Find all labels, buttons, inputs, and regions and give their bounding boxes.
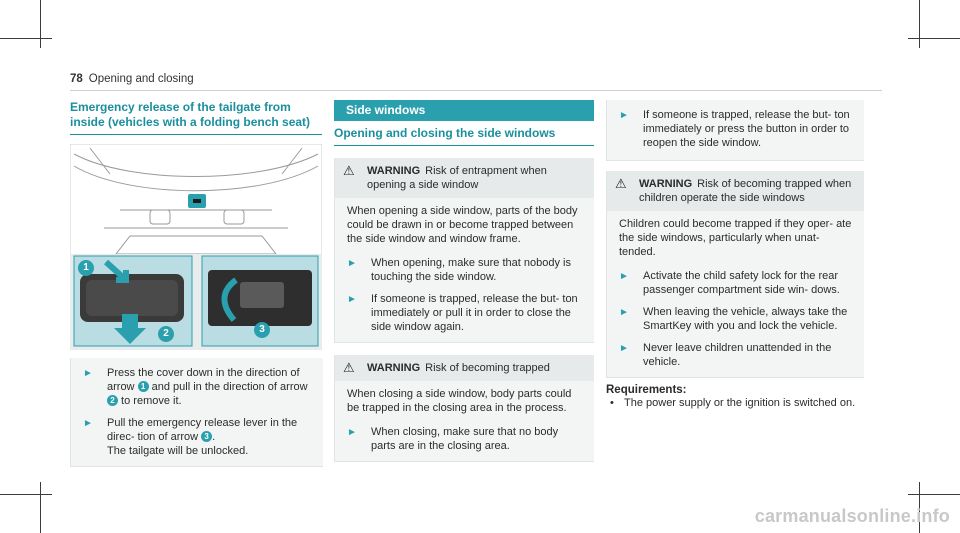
requirement-item bbox=[606, 396, 864, 410]
page-number: 78 bbox=[70, 73, 83, 85]
warning-triangle-icon: ⚠ bbox=[615, 176, 627, 191]
arrow-right-icon: ► bbox=[347, 427, 357, 438]
right-column bbox=[606, 100, 864, 410]
arrow-right-icon: ► bbox=[619, 110, 629, 121]
crop-mark bbox=[0, 38, 52, 39]
step-text: Never leave children unattended in the vehicle. bbox=[643, 342, 832, 368]
warning-header bbox=[335, 158, 594, 198]
arrow-right-icon: ► bbox=[83, 368, 93, 379]
tailgate-figure bbox=[70, 144, 322, 350]
instruction-step bbox=[607, 104, 864, 154]
instruction-step bbox=[607, 265, 864, 301]
warning-body: When opening a side window, parts of the body could be drawn in or become trapped between the side window and window frame. bbox=[347, 205, 578, 245]
section-title: Opening and closing bbox=[88, 73, 194, 85]
bullet-icon: • bbox=[610, 397, 614, 409]
warning-box bbox=[606, 171, 864, 378]
warning-word: WARNING bbox=[367, 362, 421, 374]
arrow-ref-2: 2 bbox=[107, 395, 118, 406]
warning-box bbox=[334, 158, 594, 343]
crop-mark bbox=[40, 482, 41, 533]
callout-2: 2 bbox=[158, 326, 174, 342]
warning-triangle-icon: ⚠ bbox=[343, 163, 355, 178]
instruction-step bbox=[607, 337, 864, 377]
subsection-heading: Opening and closing the side windows bbox=[334, 126, 556, 140]
warning-body: When closing a side window, body parts could be trapped in the closing area in the process. bbox=[347, 388, 572, 414]
arrow-right-icon: ► bbox=[347, 294, 357, 305]
arrow-right-icon: ► bbox=[619, 307, 629, 318]
heading-rule bbox=[334, 145, 594, 146]
warning-body: Children could become trapped if they oper- ate the side windows, particularly when unat- tended. bbox=[619, 218, 852, 258]
callout-1: 1 bbox=[78, 260, 94, 276]
instruction-step bbox=[71, 362, 323, 412]
warning-header bbox=[335, 355, 594, 381]
step-text: When leaving the vehicle, always take the SmartKey with you and lock the vehicle. bbox=[643, 306, 848, 332]
requirement-text: The power supply or the ignition is switched on. bbox=[624, 397, 856, 409]
crop-mark bbox=[908, 494, 960, 495]
header-rule bbox=[70, 90, 882, 91]
watermark: carmanualsonline.info bbox=[754, 506, 950, 526]
arrow-right-icon: ► bbox=[619, 343, 629, 354]
step-text: Press the cover down in the direction of arrow 1 and pull in the direction of arrow 2 to remove it. bbox=[107, 367, 308, 407]
warning-box bbox=[334, 355, 594, 462]
step-text: If someone is trapped, release the but- ton immediately or press the button in order to reopen the side window. bbox=[643, 109, 850, 149]
instruction-box bbox=[70, 358, 323, 467]
section-heading: Emergency release of the tailgate from inside (vehicles with a folding bench seat) bbox=[70, 100, 311, 129]
middle-column bbox=[334, 100, 594, 462]
instruction-step bbox=[71, 412, 323, 462]
warning-title: Risk of entrapment when opening a side window bbox=[367, 165, 547, 191]
step-text: If someone is trapped, release the but- ton immediately or pull it in order to close the side window again. bbox=[371, 293, 578, 333]
heading-rule bbox=[70, 134, 322, 135]
instruction-step bbox=[607, 301, 864, 337]
step-text: When closing, make sure that no body parts are in the closing area. bbox=[371, 426, 559, 452]
page-header bbox=[70, 73, 194, 85]
left-column bbox=[70, 100, 322, 467]
warning-header bbox=[607, 171, 864, 211]
crop-mark bbox=[40, 0, 41, 48]
instruction-step bbox=[335, 252, 594, 288]
warning-triangle-icon: ⚠ bbox=[343, 360, 355, 375]
arrow-ref-1: 1 bbox=[138, 381, 149, 392]
crop-mark bbox=[919, 0, 920, 48]
warning-word: WARNING bbox=[367, 165, 421, 177]
instruction-step bbox=[335, 288, 594, 342]
crop-mark bbox=[0, 494, 52, 495]
arrow-ref-3: 3 bbox=[201, 431, 212, 442]
arrow-right-icon: ► bbox=[619, 271, 629, 282]
instruction-step bbox=[335, 421, 594, 461]
warning-title: Risk of becoming trapped when children operate the side windows bbox=[639, 178, 852, 204]
step-text: Activate the child safety lock for the rear passenger compartment side win- dows. bbox=[643, 270, 840, 296]
arrow-right-icon: ► bbox=[347, 258, 357, 269]
instruction-box bbox=[606, 100, 864, 161]
requirements-title: Requirements: bbox=[606, 384, 687, 396]
crop-mark bbox=[908, 38, 960, 39]
callout-3: 3 bbox=[254, 322, 270, 338]
step-text: Pull the emergency release lever in the direc- tion of arrow 3 . The tailgate will be unlocked. bbox=[107, 417, 298, 457]
warning-word: WARNING bbox=[639, 178, 693, 190]
warning-title: Risk of becoming trapped bbox=[425, 362, 550, 374]
arrow-right-icon: ► bbox=[83, 418, 93, 429]
section-band: Side windows bbox=[334, 100, 594, 121]
step-text: When opening, make sure that nobody is touching the side window. bbox=[371, 257, 571, 283]
